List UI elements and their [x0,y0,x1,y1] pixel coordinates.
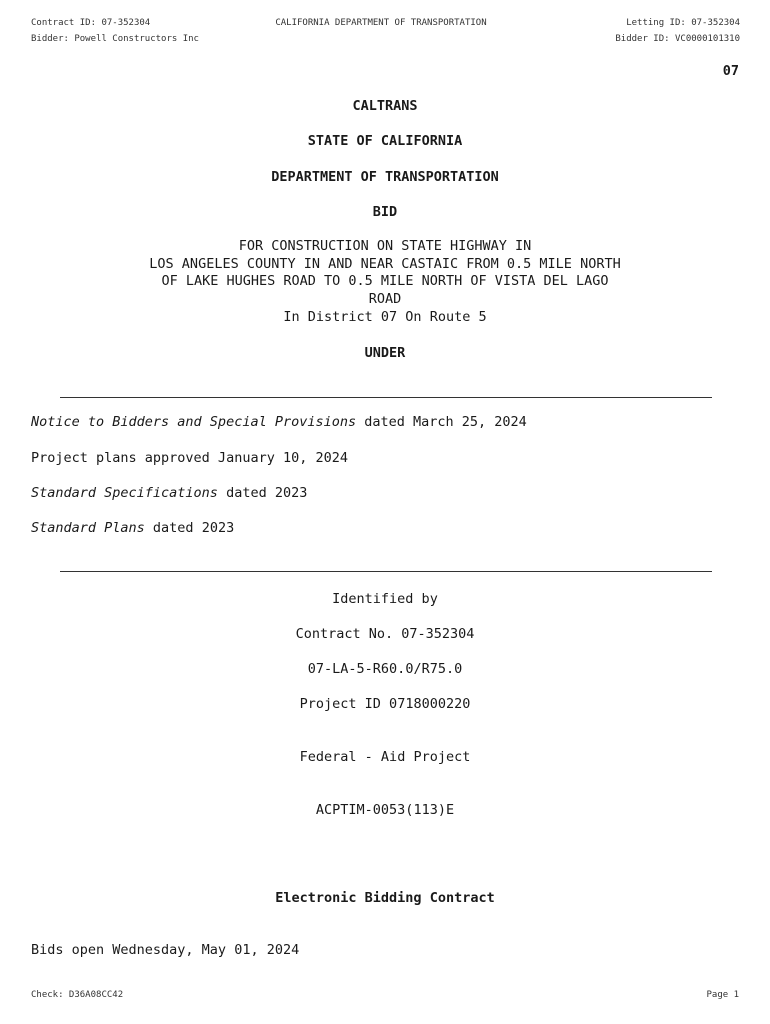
letting-id: Letting ID: 07-352304 [626,18,740,28]
bids-open-date: Bids open Wednesday, May 01, 2024 [31,942,300,958]
project-plans: Project plans approved January 10, 2024 [31,450,348,466]
bidder-id: Bidder ID: VC0000101310 [615,34,740,44]
identified-by: Identified by [332,591,438,607]
std-plans-title: Standard Plans [31,520,145,536]
description-line-2: LOS ANGELES COUNTY IN AND NEAR CASTAIC FROM 0.5 MILE NORTH [149,256,621,272]
description-line-3: OF LAKE HUGHES ROAD TO 0.5 MILE NORTH OF VISTA DEL LAGO [161,273,609,289]
description-line-5: In District 07 On Route 5 [283,309,487,325]
bidder-name: Bidder: Powell Constructors Inc [31,34,199,44]
notice-to-bidders [31,414,527,430]
project-id: Project ID 0718000220 [299,696,471,712]
district-code: 07 [722,63,739,79]
title-caltrans: CALTRANS [352,98,418,114]
title-bid: BID [372,204,398,220]
notice-date: dated March 25, 2024 [356,414,527,430]
under-label: UNDER [364,345,406,361]
location-code: 07-LA-5-R60.0/R75.0 [307,661,463,677]
electronic-bidding-title: Electronic Bidding Contract [275,890,495,906]
standard-specifications [31,485,307,501]
contract-number: Contract No. 07-352304 [295,626,475,642]
agency-name: CALIFORNIA DEPARTMENT OF TRANSPORTATION [275,18,487,28]
federal-aid-project: Federal - Aid Project [299,749,471,765]
specs-title: Standard Specifications [31,485,218,501]
std-plans-date: dated 2023 [144,520,235,536]
title-state: STATE OF CALIFORNIA [307,133,463,149]
divider-bottom [60,571,712,572]
description-line-4: ROAD [368,291,402,307]
description-line-1: FOR CONSTRUCTION ON STATE HIGHWAY IN [238,238,532,254]
acptim-number: ACPTIM-0053(113)E [315,802,455,818]
notice-title: Notice to Bidders and Special Provisions [31,414,357,430]
specs-date: dated 2023 [217,485,308,501]
standard-plans [31,520,234,536]
page-number: Page 1 [706,990,739,1000]
check-code: Check: D36A08CC42 [31,990,124,1000]
divider-top [60,397,712,398]
contract-id: Contract ID: 07-352304 [31,18,151,28]
title-department: DEPARTMENT OF TRANSPORTATION [271,169,499,185]
